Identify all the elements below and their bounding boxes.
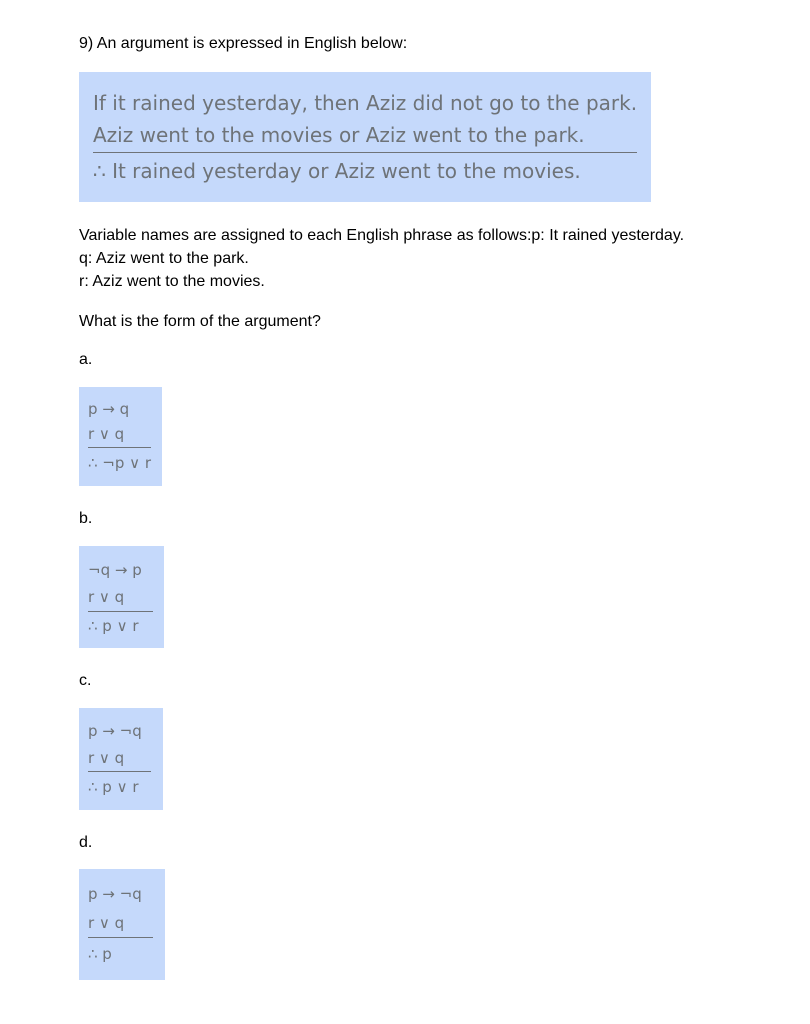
english-premise-1: If it rained yesterday, then Aziz did not go to the park. xyxy=(93,91,638,115)
option-d-letter[interactable]: d. xyxy=(79,834,93,851)
variables-intro: Variable names are assigned to each English phrase as follows:p: It rained yesterday. xyxy=(79,227,685,244)
option-a-premise-1: p → q xyxy=(88,400,130,418)
english-argument-box xyxy=(79,72,651,202)
option-c-premise-1: p → ¬q xyxy=(88,722,142,740)
option-c-conclusion: ∴ p ∨ r xyxy=(88,778,139,796)
option-a-premise-2: r ∨ q xyxy=(88,425,125,443)
english-conclusion: ∴ It rained yesterday or Aziz went to the movies. xyxy=(93,159,581,183)
option-d-premise-1: p → ¬q xyxy=(88,885,142,903)
option-d-box[interactable] xyxy=(79,869,165,980)
option-a-rule xyxy=(88,447,151,448)
option-d-rule xyxy=(88,937,153,938)
option-c-premise-2: r ∨ q xyxy=(88,749,125,767)
option-a-letter[interactable]: a. xyxy=(79,351,93,368)
option-c-letter[interactable]: c. xyxy=(79,672,92,689)
option-b-rule xyxy=(88,611,153,612)
english-premise-2: Aziz went to the movies or Aziz went to the park. xyxy=(93,123,585,147)
option-c-box[interactable] xyxy=(79,708,163,810)
option-d-premise-2: r ∨ q xyxy=(88,914,125,932)
english-conclusion-rule xyxy=(93,152,637,153)
question-title: 9) An argument is expressed in English below: xyxy=(79,35,408,52)
option-c-rule xyxy=(88,771,151,772)
option-a-box[interactable] xyxy=(79,387,162,486)
variable-q: q: Aziz went to the park. xyxy=(79,250,249,267)
option-b-premise-1: ¬q → p xyxy=(88,561,142,579)
option-b-letter[interactable]: b. xyxy=(79,510,93,527)
option-d-conclusion: ∴ p xyxy=(88,945,112,963)
option-a-conclusion: ∴ ¬p ∨ r xyxy=(88,454,152,472)
option-b-premise-2: r ∨ q xyxy=(88,588,125,606)
variable-r: r: Aziz went to the movies. xyxy=(79,273,265,290)
question-prompt: What is the form of the argument? xyxy=(79,313,321,330)
option-b-box[interactable] xyxy=(79,546,164,648)
option-b-conclusion: ∴ p ∨ r xyxy=(88,617,139,635)
